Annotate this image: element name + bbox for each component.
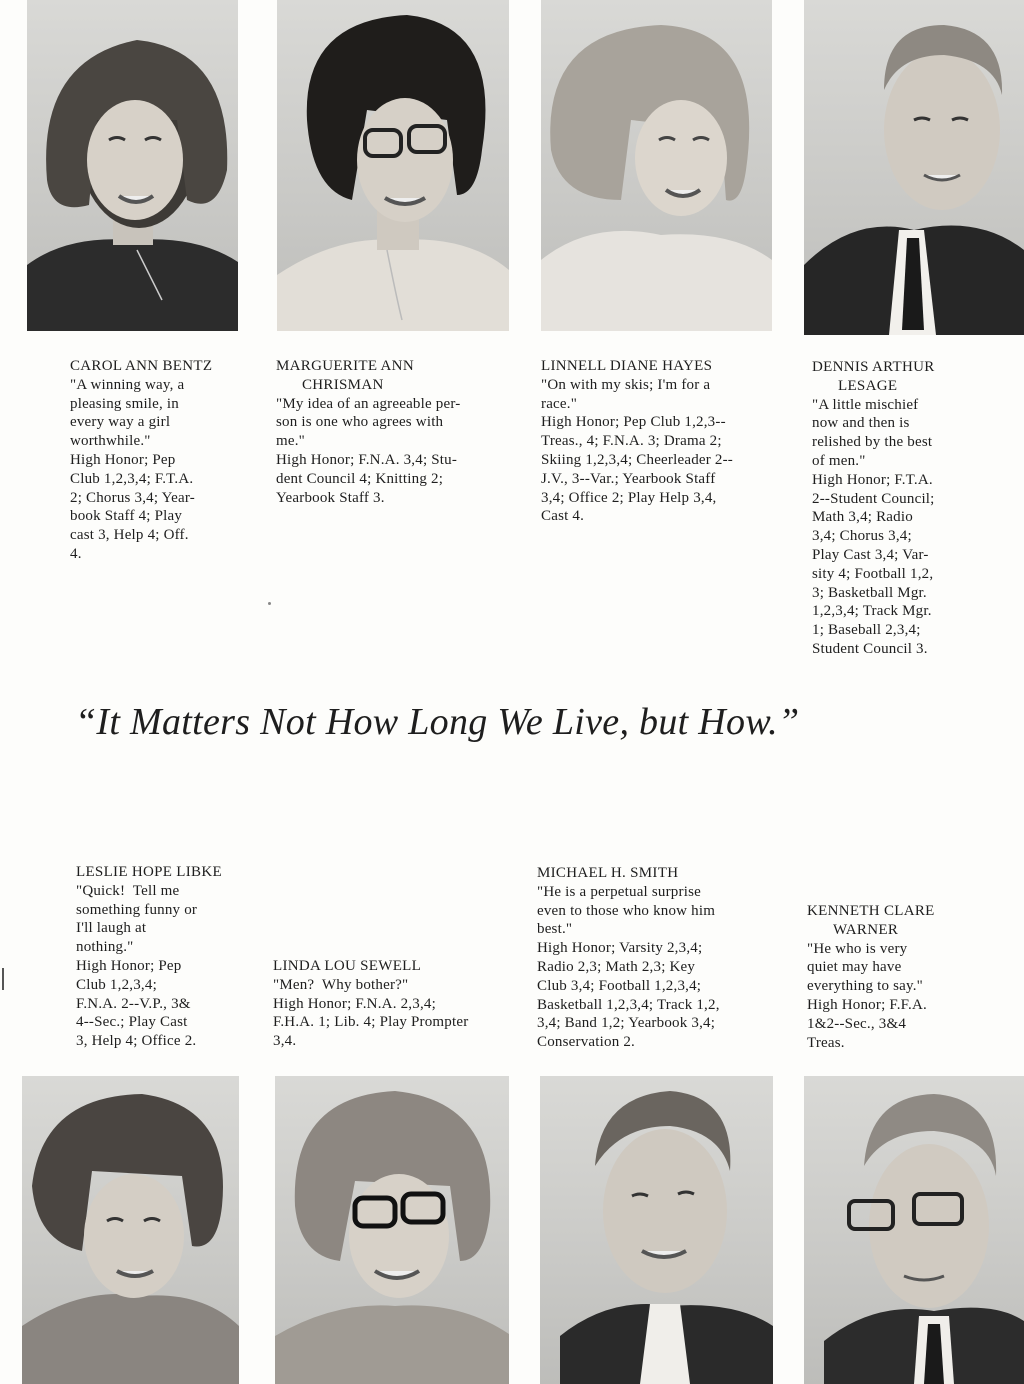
portrait-photo-dennis-arthur-lesage	[804, 0, 1024, 335]
bio-line: Radio 2,3; Math 2,3; Key	[537, 958, 696, 975]
bio-line: 3,4; Band 1,2; Yearbook 3,4;	[537, 1015, 716, 1032]
bio-line: "On with my skis; I'm for a	[541, 376, 711, 393]
bio-line: 3, Help 4; Office 2.	[76, 1033, 197, 1050]
bio-line: dent Council 4; Knitting 2;	[276, 470, 444, 487]
bio-line: Basketball 1,2,3,4; Track 1,2,	[537, 996, 720, 1013]
bio-line: Club 1,2,3,4;	[76, 976, 157, 993]
bio-line: High Honor; Varsity 2,3,4;	[537, 940, 703, 957]
bio-line: Treas.	[807, 1034, 845, 1051]
bio-line: Conservation 2.	[537, 1034, 635, 1051]
student-name: CAROL ANN BENTZ	[70, 358, 213, 374]
student-name-continued: CHRISMAN	[302, 376, 384, 393]
bio-line: worthwhile."	[70, 433, 151, 450]
student-name: MICHAEL H. SMITH	[537, 865, 679, 881]
bio-line: relished by the best	[812, 434, 933, 451]
bio-carol-ann-bentz	[70, 357, 250, 564]
bio-line: Treas., 4; F.N.A. 3; Drama 2;	[541, 433, 722, 450]
bio-line: Math 3,4; Radio	[812, 509, 913, 526]
portrait-photo-marguerite-ann-chrisman	[277, 0, 509, 331]
bio-line: High Honor; F.N.A. 3,4; Stu-	[276, 451, 458, 468]
bio-line: 4.	[70, 545, 82, 562]
bio-line: Play Cast 3,4; Var-	[812, 546, 929, 563]
bio-line: "Quick! Tell me	[76, 882, 180, 899]
bio-line: F.H.A. 1; Lib. 4; Play Prompter	[273, 1014, 469, 1031]
bio-line: High Honor; Pep Club 1,2,3--	[541, 414, 726, 431]
bio-line: "A little mischief	[812, 396, 919, 413]
bio-line: Skiing 1,2,3,4; Cheerleader 2--	[541, 451, 733, 468]
student-name: LINNELL DIANE HAYES	[541, 358, 713, 374]
bio-line: of men."	[812, 452, 866, 469]
bio-line: nothing."	[76, 939, 134, 956]
bio-line: "He who is very	[807, 940, 908, 957]
bio-kenneth-clare-warner	[807, 902, 1012, 1052]
student-name-continued: LESAGE	[838, 377, 898, 394]
bio-line: 3,4; Chorus 3,4;	[812, 528, 912, 545]
bio-line: son is one who agrees with	[276, 414, 444, 431]
bio-line: Student Council 3.	[812, 640, 928, 657]
bio-linda-lou-sewell	[273, 957, 533, 1051]
bio-line: 3,4; Office 2; Play Help 3,4,	[541, 489, 717, 506]
portrait-photo-linnell-diane-hayes	[541, 0, 772, 331]
bio-michael-h-smith	[537, 864, 797, 1052]
bio-line: Yearbook Staff 3.	[276, 489, 385, 506]
bio-line: High Honor; F.F.A.	[807, 996, 927, 1013]
bio-line: High Honor; Pep	[70, 451, 176, 468]
bio-line: 1; Baseball 2,3,4;	[812, 622, 921, 639]
bio-line: 2; Chorus 3,4; Year-	[70, 489, 195, 506]
bio-line: 3,4.	[273, 1033, 297, 1050]
student-name: LINDA LOU SEWELL	[273, 958, 422, 974]
bio-line: High Honor; F.N.A. 2,3,4;	[273, 995, 436, 1012]
portrait-photo-carol-ann-bentz	[27, 0, 238, 331]
bio-line: everything to say."	[807, 978, 924, 995]
bio-line: Club 3,4; Football 1,2,3,4;	[537, 977, 702, 994]
bio-line: J.V., 3--Var.; Yearbook Staff	[541, 470, 716, 487]
bio-line: book Staff 4; Play	[70, 508, 183, 525]
bio-line: F.N.A. 2--V.P., 3&	[76, 995, 191, 1012]
bio-line: race."	[541, 395, 578, 412]
bio-line: Cast 4.	[541, 508, 585, 525]
portrait-photo-kenneth-clare-warner	[804, 1076, 1024, 1384]
print-speck	[268, 602, 271, 605]
bio-line: 3; Basketball Mgr.	[812, 584, 927, 601]
student-name: MARGUERITE ANN	[276, 358, 414, 374]
bio-line: something funny or	[76, 901, 198, 918]
bio-leslie-hope-libke	[76, 863, 266, 1051]
bio-line: "My idea of an agreeable per-	[276, 395, 461, 412]
bio-line: 4--Sec.; Play Cast	[76, 1014, 188, 1031]
student-name: LESLIE HOPE LIBKE	[76, 864, 222, 880]
bio-line: me."	[276, 433, 305, 450]
bio-line: pleasing smile, in	[70, 395, 180, 412]
portrait-photo-linda-lou-sewell	[275, 1076, 509, 1384]
bio-line: quiet may have	[807, 959, 902, 976]
bio-line: "A winning way, a	[70, 376, 185, 393]
student-name: KENNETH CLARE	[807, 903, 935, 919]
student-name-continued: WARNER	[833, 921, 899, 938]
bio-line: 1&2--Sec., 3&4	[807, 1015, 907, 1032]
page-title: “It Matters Not How Long We Live, but How.”	[75, 701, 800, 743]
bio-line: High Honor; Pep	[76, 957, 182, 974]
bio-line: "Men? Why bother?"	[273, 976, 409, 993]
bio-marguerite-ann-chrisman	[276, 357, 521, 507]
bio-line: every way a girl	[70, 414, 171, 431]
bio-line: even to those who know him	[537, 902, 716, 919]
bio-linnell-diane-hayes	[541, 357, 801, 526]
bio-line: I'll laugh at	[76, 920, 147, 937]
bio-line: best."	[537, 921, 573, 938]
portrait-photo-michael-h-smith	[540, 1076, 773, 1384]
bio-line: High Honor; F.T.A.	[812, 471, 933, 488]
bio-line: sity 4; Football 1,2,	[812, 565, 934, 582]
bio-line: Club 1,2,3,4; F.T.A.	[70, 470, 194, 487]
bio-dennis-arthur-lesage	[812, 358, 1017, 659]
bio-line: "He is a perpetual surprise	[537, 883, 701, 900]
page-edge-mark	[2, 968, 4, 990]
portrait-photo-leslie-hope-libke	[22, 1076, 239, 1384]
student-name: DENNIS ARTHUR	[812, 359, 935, 375]
bio-line: now and then is	[812, 415, 910, 432]
bio-line: 2--Student Council;	[812, 490, 935, 507]
bio-line: cast 3, Help 4; Off.	[70, 527, 189, 544]
bio-line: 1,2,3,4; Track Mgr.	[812, 603, 932, 620]
